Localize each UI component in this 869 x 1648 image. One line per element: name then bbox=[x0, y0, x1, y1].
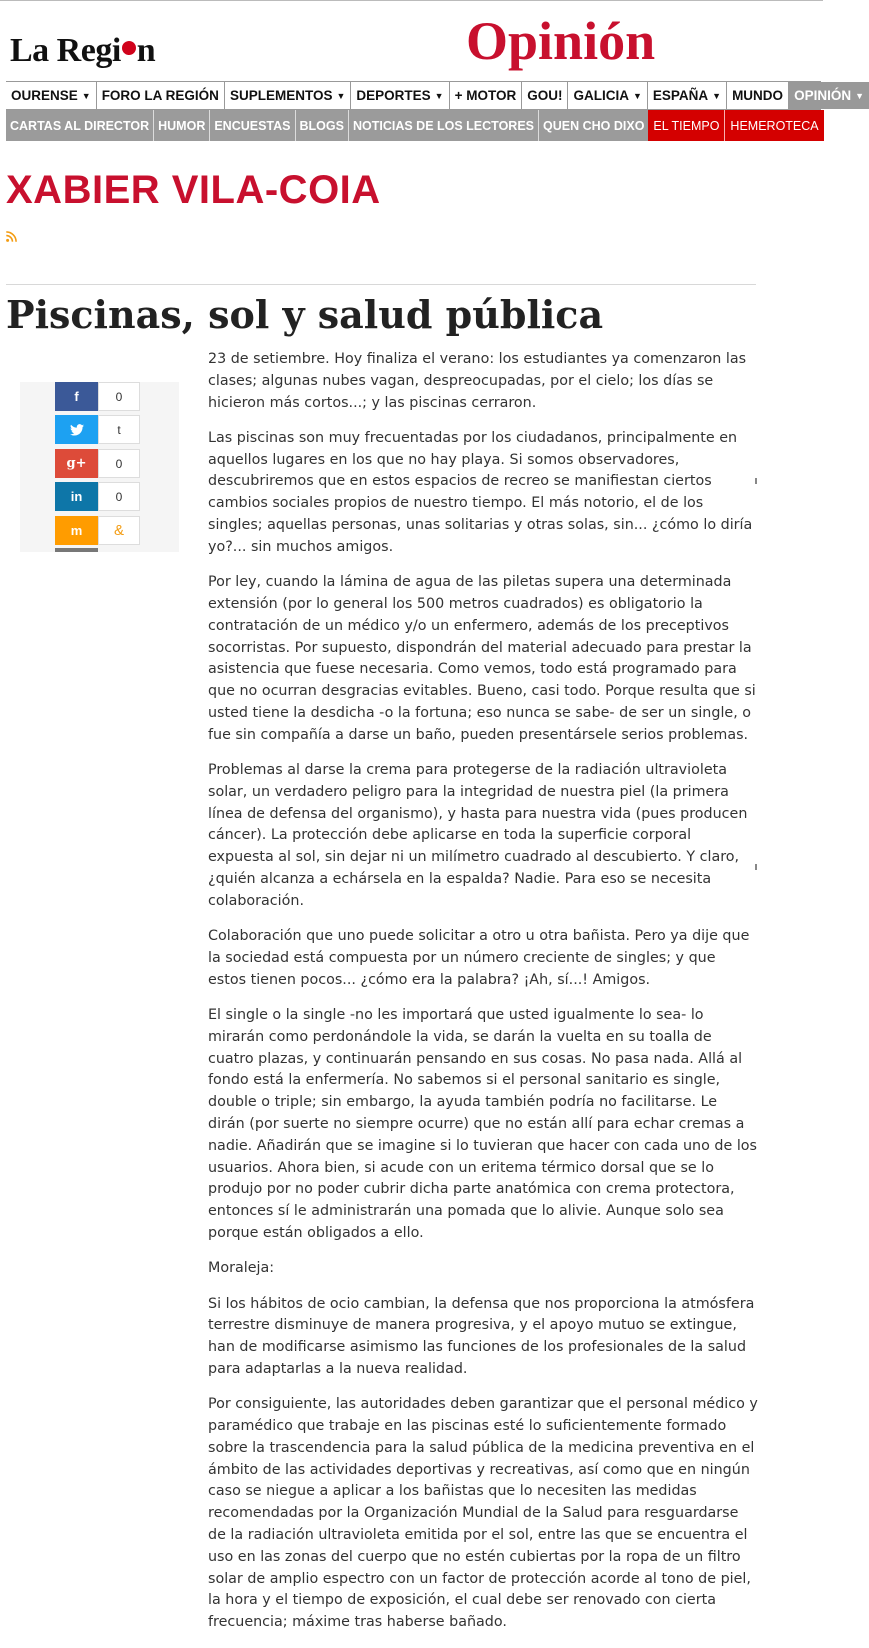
subnav-item-noticias-lectores[interactable]: NOTICIAS DE LOS LECTORES bbox=[349, 110, 539, 141]
share-count: t bbox=[98, 415, 140, 444]
subnav-item-encuestas[interactable]: ENCUESTAS bbox=[210, 110, 295, 141]
share-count: & bbox=[98, 516, 140, 545]
nav-item-opinion[interactable] bbox=[789, 82, 869, 109]
nav-label: MUNDO bbox=[732, 88, 784, 103]
top-border bbox=[0, 0, 823, 1]
caret-down-icon: ▼ bbox=[81, 90, 91, 101]
subnav-item-cartas-al-director[interactable]: CARTAS AL DIRECTOR bbox=[6, 110, 154, 141]
linkedin-icon[interactable]: in bbox=[55, 482, 98, 511]
share-panel bbox=[20, 382, 179, 552]
article-title: Piscinas, sol y salud pública bbox=[6, 292, 604, 337]
site-logo[interactable]: La Regi n bbox=[10, 32, 156, 69]
nav-item-foro-la-region[interactable] bbox=[97, 82, 225, 109]
title-divider bbox=[6, 284, 756, 285]
edge-marker bbox=[755, 478, 757, 484]
caret-down-icon: ▼ bbox=[712, 90, 722, 101]
meneame-icon[interactable]: m bbox=[55, 516, 98, 545]
article-paragraph: Si los hábitos de ocio cambian, la defensa que nos proporciona la atmósfera terrestre disminuye de manera progresiva, y el apoyo mutuo se extingue, han de modificarse asimismo las funciones de los profesionales de la salud para adaptarlas a la nueva realidad. bbox=[208, 1295, 755, 1377]
article-paragraph: Por ley, cuando la lámina de agua de las piletas supera una determinada extensión (por lo general los 500 metros cuadrados) es obligatorio la contratación de un médico y/o un enfermero, además de los preceptivos socorristas. Por supuesto, dispondrán del material adecuado para prestar la asistencia que fuese necesaria. Como vemos, todo está programado para que no ocurran desgracias evitables. Bueno, casi todo. Porque resulta que si usted tiene la desdicha -o la fortuna; eso nunca se sabe- de ser un single, o fue sin compañía a darse un baño, pueden presentársele serios problemas. bbox=[208, 574, 756, 743]
caret-down-icon: ▼ bbox=[336, 90, 346, 101]
caret-down-icon: ▼ bbox=[632, 90, 642, 101]
article-paragraph: El single o la single -no les importará que usted igualmente lo sea- lo mirarán como perdonándole la vida, se darán la vuelta en su toalla de cuatro plazas, y continuarán pensando en sus cosas. No pasa nada. Allá al fondo está la enfermería. No sabemos si el personal sanitario es single, double o triple; sin embargo, la ayuda también podría no facilitarse. Le dirán (por suerte no siempre ocurre) que no están allí para echar cremas a nadie. Añadirán que se imagine si lo tuvieran que hacer con cada uno de los usuarios. Ahora bien, si acude con un eritema térmico dorsal que se lo produjo por no poder cubrir dicha parte anatómica con crema protectora, entonces sí le administrarán una pomada que lo alivie. Aunque solo sea porque están obligados a ello. bbox=[208, 1007, 757, 1241]
share-meneame[interactable] bbox=[55, 516, 140, 545]
share-twitter[interactable] bbox=[55, 415, 140, 444]
secondary-nav bbox=[6, 110, 821, 141]
nav-item-motor[interactable] bbox=[450, 82, 523, 109]
primary-nav bbox=[6, 81, 864, 110]
nav-item-deportes[interactable] bbox=[351, 82, 449, 109]
twitter-bird-glyph bbox=[70, 424, 84, 436]
subnav-item-el-tiempo[interactable]: EL TIEMPO bbox=[648, 110, 725, 141]
subnav-utility-group bbox=[648, 110, 823, 141]
share-googleplus[interactable] bbox=[55, 449, 140, 478]
nav-label: GOU! bbox=[527, 88, 563, 103]
subnav-item-blogs[interactable]: BLOGS bbox=[296, 110, 349, 141]
nav-item-suplementos[interactable] bbox=[225, 82, 351, 109]
nav-label: + MOTOR bbox=[454, 88, 517, 103]
nav-item-mundo[interactable] bbox=[727, 82, 789, 109]
nav-label: SUPLEMENTOS bbox=[229, 88, 333, 103]
nav-label: FORO LA REGIÓN bbox=[101, 88, 219, 103]
nav-label: DEPORTES bbox=[356, 88, 431, 103]
caret-down-icon: ▼ bbox=[855, 90, 864, 101]
nav-item-ourense[interactable] bbox=[6, 82, 97, 109]
nav-label: GALICIA bbox=[573, 88, 629, 103]
caret-down-icon: ▼ bbox=[434, 90, 444, 101]
nav-label: OURENSE bbox=[11, 88, 78, 103]
nav-label: OPINIÓN bbox=[794, 88, 852, 103]
edge-marker bbox=[755, 864, 757, 870]
nav-label: ESPAÑA bbox=[652, 88, 709, 103]
article-paragraph: Colaboración que uno puede solicitar a otro u otra bañista. Pero ya dije que la sociedad está compuesta por un número creciente de singles; y que estos tienen pocos... ¿cómo era la palabra? ¡Ah, sí...! Amigos. bbox=[208, 928, 750, 988]
article-paragraph: Problemas al darse la crema para protegerse de la radiación ultravioleta solar, un verdadero peligro para la integridad de nuestra piel (la primera línea de defensa del organismo), y hasta para nuestra vida (pues producen cáncer). La protección debe aplicarse en toda la superficie corporal expuesta al sol, sin dejar ni un milímetro cuadrado al descubierto. Y claro, ¿quién alcanza a echársela en la espalda? Nadie. Para eso se necesita colaboración. bbox=[208, 762, 748, 909]
subnav-item-hemeroteca[interactable]: HEMEROTECA bbox=[730, 118, 819, 133]
subnav-item-quen-cho-dixo[interactable]: QUEN CHO DIXO bbox=[543, 118, 645, 133]
share-count: 0 bbox=[98, 382, 140, 411]
section-title: Opinión bbox=[466, 11, 656, 71]
nav-item-galicia[interactable] bbox=[568, 82, 647, 109]
share-more-indicator bbox=[55, 548, 98, 552]
subnav-item-humor[interactable]: HUMOR bbox=[154, 110, 210, 141]
facebook-icon[interactable]: f bbox=[55, 382, 98, 411]
rss-icon[interactable] bbox=[6, 231, 17, 242]
nav-item-gou[interactable] bbox=[522, 82, 568, 109]
article-paragraph: Moraleja: bbox=[208, 1260, 275, 1277]
article-paragraph: Las piscinas son muy frecuentadas por los ciudadanos, principalmente en aquellos lugares en los que no hay playa. Si somos observadores, descubriremos que en estos espacios de recreo se manifiestan ciertos cambios sociales propios de nuestro tiempo. El más notorio, el de los singles; aquellas personas, unas solitarias y otras solas, sin... ¿cómo lo diría yo?... sin muchos amigos. bbox=[208, 429, 753, 555]
share-linkedin[interactable] bbox=[55, 482, 140, 511]
article-paragraph: Por consiguiente, las autoridades deben garantizar que el personal médico y paramédico que trabaje en las piscinas esté lo suficientemente formado sobre la trascendencia para la salud pública de la medicina preventiva en el ámbito de las actividades deportivas y recreativas, así como que en ningún caso se niegue a aplicar a los bañistas que lo necesiten las medidas recomendadas por la Organización Mundial de la Salud para resguardarse de la radiación ultravioleta emitida por el sol, entre las que se encuentra el uso en las zonas del cuerpo que no estén cubiertas por la ropa de un filtro solar de amplio espectro con un factor de protección acorde al tono de piel, la hora y el tiempo de exposición, el cual debe ser renovado con cierta frecuencia; máxime tras haberse bañado. bbox=[208, 1396, 758, 1631]
nav-item-espana[interactable] bbox=[648, 82, 727, 109]
googleplus-icon[interactable]: g+ bbox=[55, 449, 98, 478]
twitter-icon[interactable] bbox=[55, 415, 98, 444]
article-body bbox=[208, 349, 758, 1648]
logo-dot bbox=[122, 41, 136, 55]
share-count: 0 bbox=[98, 482, 140, 511]
article-paragraph: 23 de setiembre. Hoy finaliza el verano: los estudiantes ya comenzaron las clases; algunas nubes vagan, despreocupadas, por el cielo; los días se hicieron más cortos...; y las piscinas cerraron. bbox=[208, 351, 747, 411]
author-name: XABIER VILA-COIA bbox=[6, 168, 381, 212]
share-count: 0 bbox=[98, 449, 140, 478]
share-facebook[interactable] bbox=[55, 382, 140, 411]
